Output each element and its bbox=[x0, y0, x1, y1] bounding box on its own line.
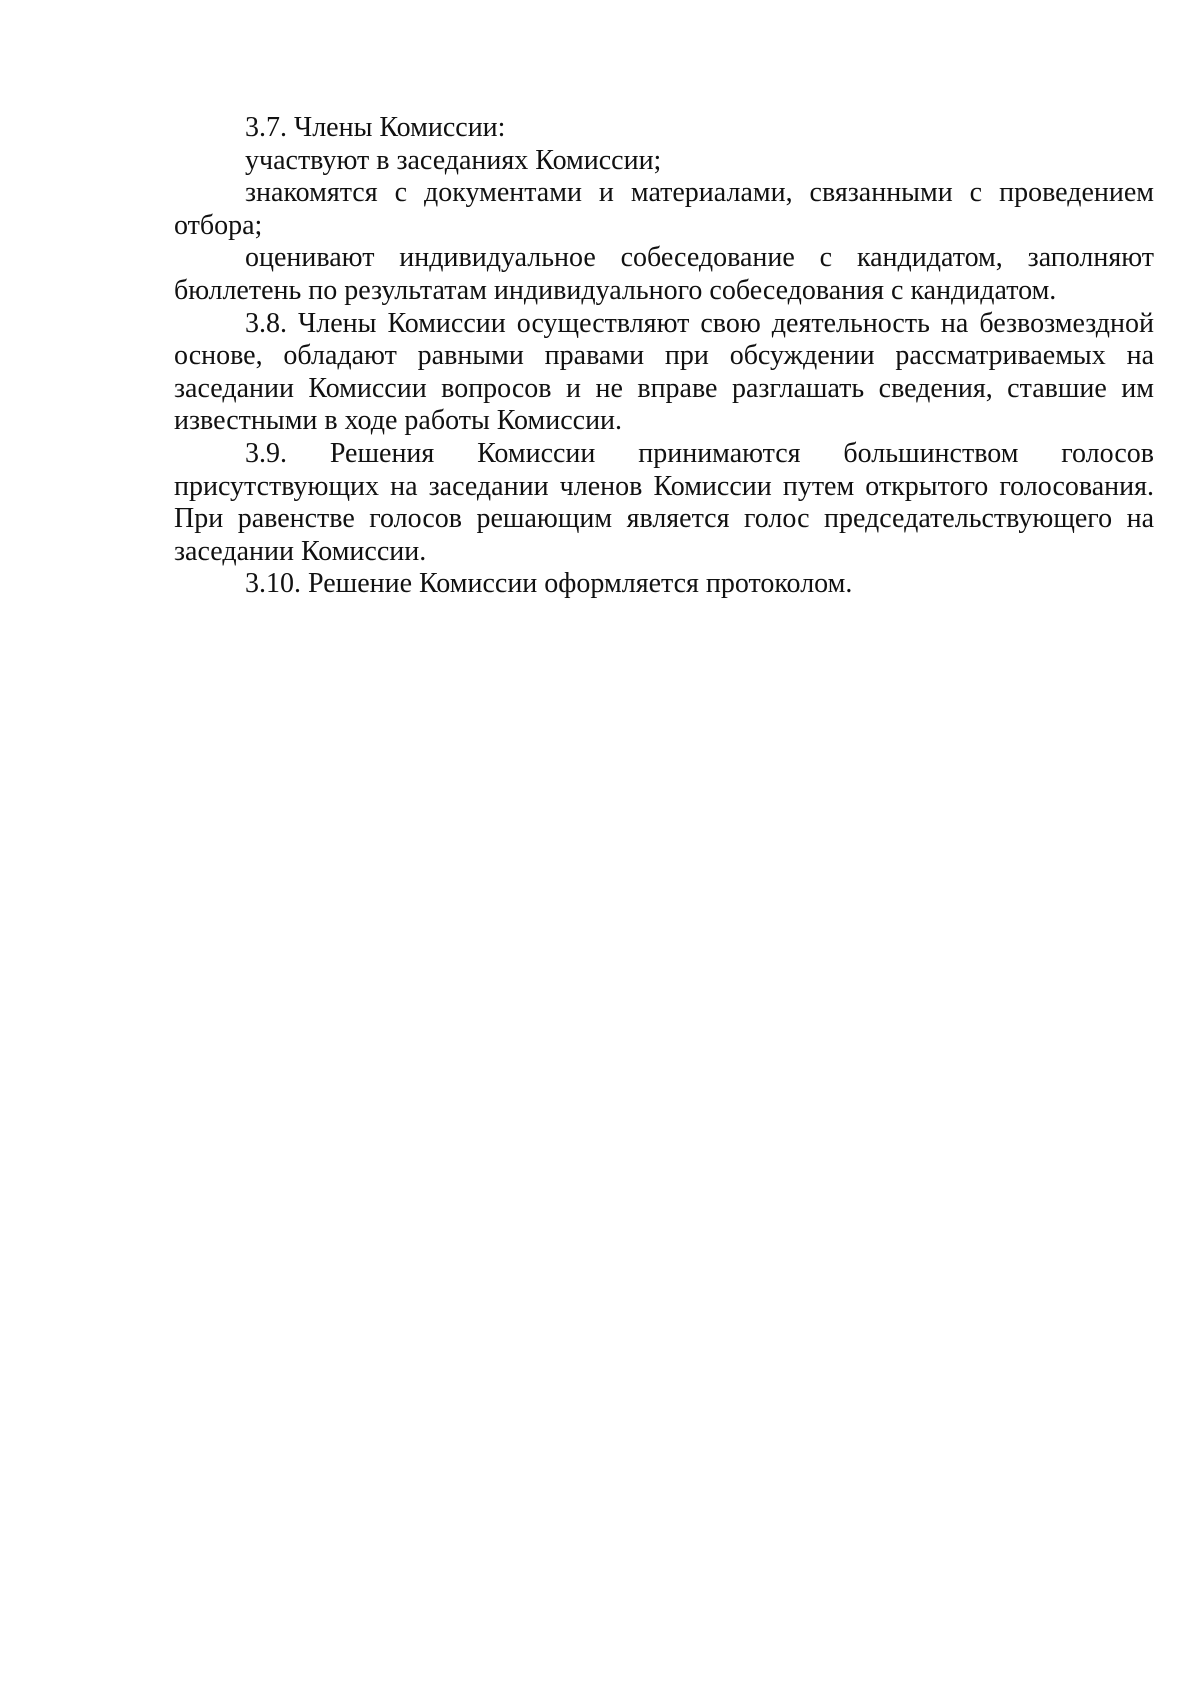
paragraph-evaluate-interview: оценивают индивидуальное собеседование с кандидатом, заполняют бюллетень по результатам индивидуального собеседования с кандидатом. bbox=[174, 242, 1154, 306]
paragraph-participate: участвуют в заседаниях Комиссии; bbox=[245, 144, 662, 176]
paragraph-3-8: 3.8. Члены Комиссии осуществляют свою деятельность на безвозмездной основе, обладают равными правами при обсуждении рассматриваемых на заседании Комиссии вопросов и не вправе разглашать сведения, ставшие им известными в ходе работы Комиссии. bbox=[174, 307, 1154, 437]
document-body bbox=[174, 112, 1154, 601]
paragraph-review-documents: знакомятся с документами и материалами, связанными с проведением отбора; bbox=[174, 177, 1154, 241]
paragraph-3-7-heading: 3.7. Члены Комиссии: bbox=[245, 112, 506, 143]
paragraph-3-9: 3.9. Решения Комиссии принимаются большинством голосов присутствующих на заседании членов Комиссии путем открытого голосования. При равенстве голосов решающим является голос председательствующего на заседании Комиссии. bbox=[174, 437, 1154, 567]
paragraph-3-10: 3.10. Решение Комиссии оформляется протоколом. bbox=[245, 568, 853, 600]
